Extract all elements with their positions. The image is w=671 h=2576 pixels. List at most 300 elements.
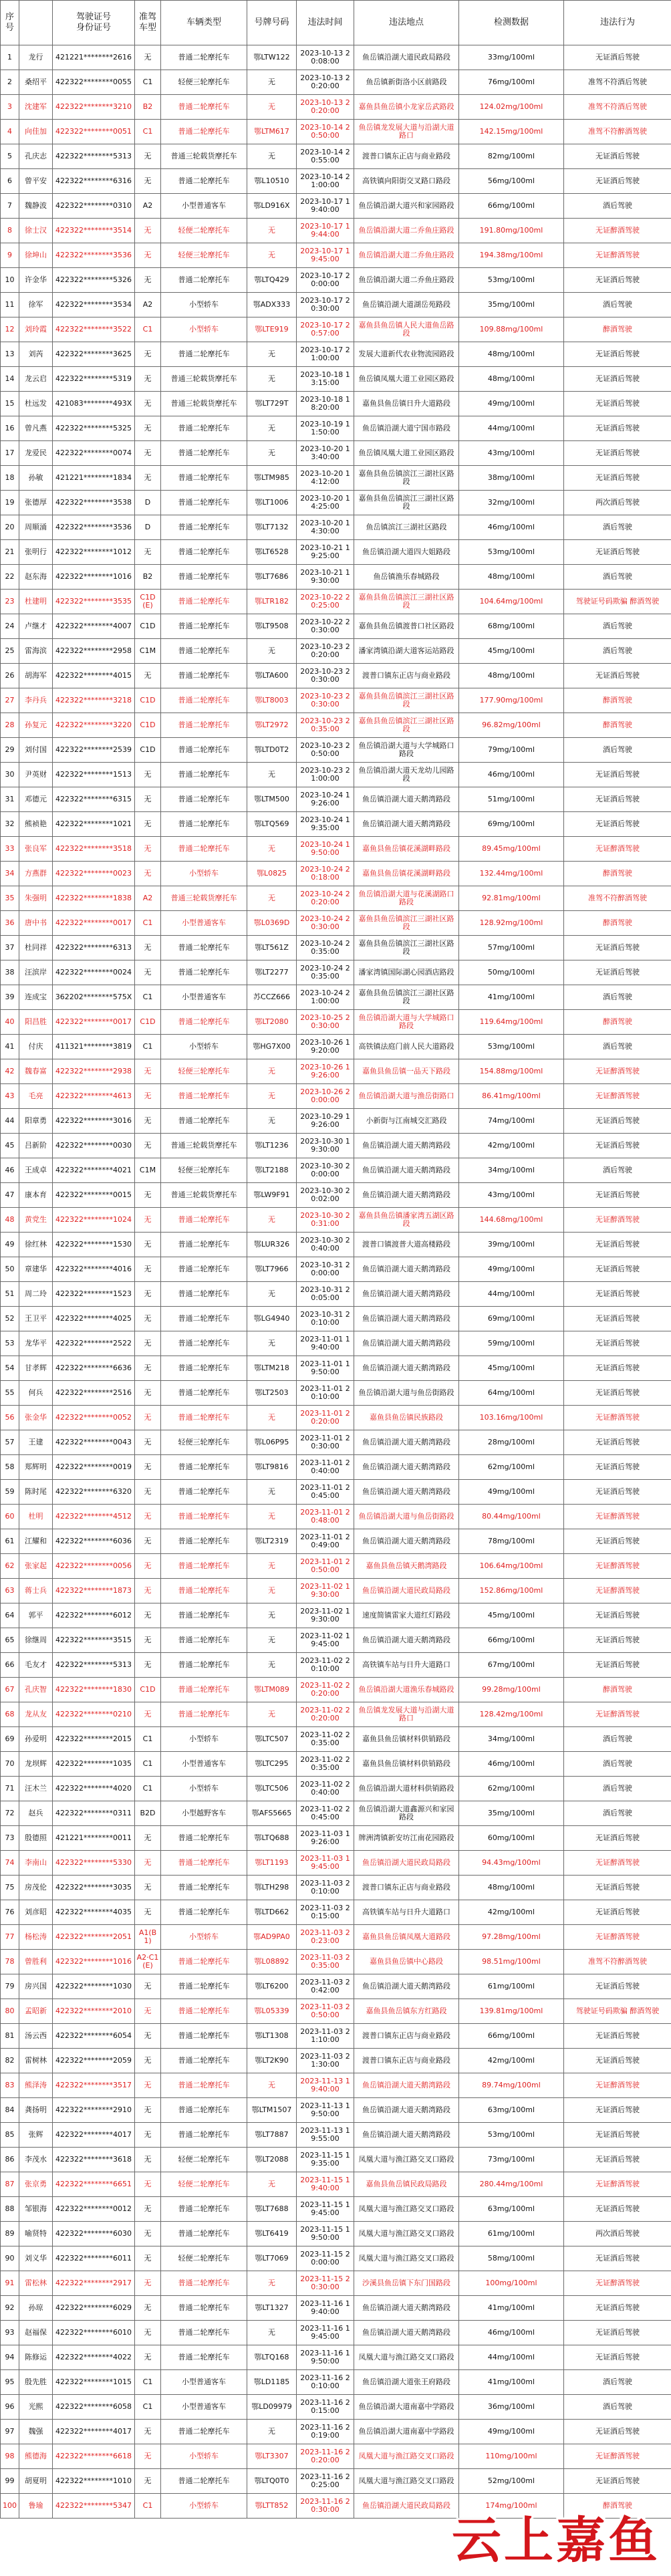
- table-row: [1, 1134, 671, 1158]
- violation-place-cell: 速度简镇雷家大道红灯路段: [354, 1603, 459, 1628]
- license-class-cell: 无: [135, 837, 161, 862]
- test-data-cell: 76mg/100ml: [459, 70, 564, 95]
- table-row: [1, 2469, 671, 2494]
- row-number-cell: 97: [1, 2420, 19, 2444]
- test-data-cell: 49mg/100ml: [459, 392, 564, 416]
- violation-act-cell: 无证酒后驾驶: [564, 367, 671, 392]
- violation-time-cell: 2023-10-26 19:26:00: [297, 1059, 354, 1084]
- license-class-cell: 无: [135, 1208, 161, 1233]
- driver-name-cell: 李丹兵: [19, 688, 53, 713]
- id-number-cell: 422322********1530: [53, 1233, 135, 1257]
- row-number-cell: 95: [1, 2370, 19, 2395]
- row-number-cell: 75: [1, 1876, 19, 1900]
- row-number-cell: 46: [1, 1158, 19, 1183]
- violation-time-cell: 2023-10-13 20:20:00: [297, 70, 354, 95]
- violation-act-cell: 无证酒后驾驶: [564, 392, 671, 416]
- test-data-cell: 69mg/100ml: [459, 1307, 564, 1331]
- driver-name-cell: 汪木兰: [19, 1777, 53, 1801]
- license-class-cell: C1: [135, 1752, 161, 1777]
- violation-place-cell: 鱼岳镇沿湖大道四大姐路段: [354, 540, 459, 565]
- vehicle-type-cell: 普通二轮摩托车: [161, 1282, 247, 1307]
- table-row: [1, 1109, 671, 1134]
- id-number-cell: 422322********0030: [53, 1134, 135, 1158]
- test-data-cell: 57mg/100ml: [459, 936, 564, 960]
- table-row: [1, 243, 671, 268]
- test-data-cell: 46mg/100ml: [459, 1752, 564, 1777]
- table-row: [1, 1925, 671, 1950]
- header-plate: 号牌号码: [247, 1, 297, 45]
- license-class-cell: 无: [135, 1455, 161, 1480]
- license-class-cell: 无: [135, 2073, 161, 2098]
- id-number-cell: 422322********4021: [53, 1158, 135, 1183]
- test-data-cell: 32mg/100ml: [459, 491, 564, 515]
- license-class-cell: 无: [135, 1851, 161, 1876]
- table-body: [1, 45, 671, 2519]
- driver-name-cell: 徐军: [19, 293, 53, 317]
- id-number-cell: 362202********575X: [53, 985, 135, 1010]
- vehicle-type-cell: 普通二轮摩托车: [161, 491, 247, 515]
- vehicle-type-cell: 普通二轮摩托车: [161, 1208, 247, 1233]
- violation-time-cell: 2023-10-21 19:30:00: [297, 565, 354, 590]
- violation-place-cell: 嘉鱼县鱼岳镇材料供销路段: [354, 1752, 459, 1777]
- plate-number-cell: 无: [247, 2420, 297, 2444]
- violation-act-cell: 醉酒驾驶: [564, 713, 671, 738]
- violation-time-cell: 2023-11-02 20:35:00: [297, 1727, 354, 1752]
- license-class-cell: 无: [135, 1876, 161, 1900]
- driver-name-cell: 杜远发: [19, 392, 53, 416]
- row-number-cell: 6: [1, 169, 19, 194]
- violation-time-cell: 2023-10-13 20:20:00: [297, 95, 354, 120]
- row-number-cell: 23: [1, 590, 19, 614]
- license-class-cell: C1: [135, 1777, 161, 1801]
- violation-act-cell: 无证醉酒驾驶: [564, 1925, 671, 1950]
- row-number-cell: 94: [1, 2345, 19, 2370]
- vehicle-type-cell: 普通二轮摩托车: [161, 812, 247, 837]
- violation-place-cell: 高铁镇车站与日升大道路口: [354, 1653, 459, 1678]
- vehicle-type-cell: 普通二轮摩托车: [161, 2469, 247, 2494]
- driver-name-cell: 张德厚: [19, 491, 53, 515]
- vehicle-type-cell: 普通二轮摩托车: [161, 2073, 247, 2098]
- license-class-cell: 无: [135, 219, 161, 243]
- violation-place-cell: 嘉鱼县鱼岳镇潘家湾五湖区路段: [354, 1208, 459, 1233]
- test-data-cell: 92.81mg/100ml: [459, 886, 564, 911]
- violation-act-cell: 醉酒驾驶: [564, 862, 671, 886]
- violation-place-cell: 鱼岳镇沿湖大道兴和家园路段: [354, 194, 459, 219]
- row-number-cell: 60: [1, 1505, 19, 1529]
- violation-act-cell: 无证酒后驾驶: [564, 1307, 671, 1331]
- violation-act-cell: 无证酒后驾驶: [564, 2296, 671, 2321]
- license-class-cell: 无: [135, 1257, 161, 1282]
- id-number-cell: 422322********1030: [53, 1974, 135, 1999]
- license-class-cell: 无: [135, 862, 161, 886]
- violation-time-cell: 2023-10-20 14:30:00: [297, 515, 354, 540]
- id-number-cell: 422322********2522: [53, 1331, 135, 1356]
- test-data-cell: 35mg/100ml: [459, 1801, 564, 1826]
- vehicle-type-cell: 普通二轮摩托车: [161, 1653, 247, 1678]
- violation-time-cell: 2023-11-16 20:20:00: [297, 2444, 354, 2469]
- violation-act-cell: 无证醉酒驾驶: [564, 1084, 671, 1109]
- plate-number-cell: 鄂LTQ569: [247, 812, 297, 837]
- license-class-cell: C1D: [135, 713, 161, 738]
- id-number-cell: 422322********1015: [53, 2370, 135, 2395]
- plate-number-cell: 鄂LT1308: [247, 2024, 297, 2049]
- table-row: [1, 862, 671, 886]
- violation-place-cell: 鱼岳镇沿湖大道天龙幼儿园路段: [354, 763, 459, 787]
- license-class-cell: D: [135, 515, 161, 540]
- table-row: [1, 45, 671, 70]
- violation-time-cell: 2023-11-01 19:50:00: [297, 1356, 354, 1381]
- license-class-cell: 无: [135, 466, 161, 491]
- license-class-cell: 无: [135, 169, 161, 194]
- violation-time-cell: 2023-10-30 20:00:00: [297, 1158, 354, 1183]
- license-class-cell: 无: [135, 1480, 161, 1505]
- driver-name-cell: 龙从友: [19, 1702, 53, 1727]
- plate-number-cell: 无: [247, 441, 297, 466]
- license-class-cell: 无: [135, 416, 161, 441]
- violation-time-cell: 2023-10-20 13:40:00: [297, 441, 354, 466]
- violation-place-cell: 鱼岳镇沿湖大道天鹅湾路段: [354, 1183, 459, 1208]
- vehicle-type-cell: 普通二轮摩托车: [161, 1381, 247, 1406]
- license-class-cell: C1: [135, 120, 161, 144]
- table-header: [1, 1, 671, 45]
- plate-number-cell: 无: [247, 1208, 297, 1233]
- plate-number-cell: 鄂LT8003: [247, 688, 297, 713]
- test-data-cell: 280.44mg/100ml: [459, 2172, 564, 2197]
- driver-name-cell: 孙爱明: [19, 1727, 53, 1752]
- test-data-cell: 104.64mg/100ml: [459, 590, 564, 614]
- driver-name-cell: 刘玲霞: [19, 317, 53, 342]
- violation-act-cell: 无证酒后驾驶: [564, 787, 671, 812]
- table-row: [1, 2197, 671, 2222]
- row-number-cell: 91: [1, 2271, 19, 2296]
- row-number-cell: 43: [1, 1084, 19, 1109]
- license-class-cell: 无: [135, 664, 161, 688]
- violation-act-cell: 驾驶证号码欺骗 醉酒驾驶: [564, 1999, 671, 2024]
- row-number-cell: 64: [1, 1603, 19, 1628]
- violation-act-cell: 无证酒后驾驶: [564, 2246, 671, 2271]
- violation-place-cell: 凤凰大道与渔江路交叉口路段: [354, 2148, 459, 2172]
- table-row: [1, 763, 671, 787]
- violation-act-cell: 准驾不符醉酒驾驶: [564, 1950, 671, 1974]
- violation-place-cell: 渡普口镇渡普大道高楼路段: [354, 1233, 459, 1257]
- vehicle-type-cell: 小型越野客车: [161, 1801, 247, 1826]
- violation-place-cell: 鱼岳镇沿湖大道天鹅湾路段: [354, 2073, 459, 2098]
- driver-name-cell: 赵东海: [19, 565, 53, 590]
- row-number-cell: 88: [1, 2197, 19, 2222]
- driver-name-cell: 周二玲: [19, 1282, 53, 1307]
- row-number-cell: 2: [1, 70, 19, 95]
- violation-place-cell: 凤凰大道与渔江路交叉口路段: [354, 2222, 459, 2246]
- vehicle-type-cell: 普通二轮摩托车: [161, 466, 247, 491]
- row-number-cell: 98: [1, 2444, 19, 2469]
- violation-place-cell: 发展大道新代农业物流园路段: [354, 342, 459, 367]
- license-class-cell: C1D: [135, 738, 161, 763]
- license-class-cell: B2: [135, 95, 161, 120]
- table-row: [1, 2073, 671, 2098]
- violation-place-cell: 鱼岳镇龙发展大道与沿湖大道路口: [354, 120, 459, 144]
- table-row: [1, 1554, 671, 1579]
- vehicle-type-cell: 轻便二轮摩托车: [161, 2246, 247, 2271]
- violation-place-cell: 鱼岳镇沿湖大道天鹅湾路段: [354, 1974, 459, 1999]
- violation-time-cell: 2023-11-16 20:25:00: [297, 2469, 354, 2494]
- row-number-cell: 3: [1, 95, 19, 120]
- plate-number-cell: 鄂LT6200: [247, 1974, 297, 1999]
- plate-number-cell: 鄂LTC295: [247, 1752, 297, 1777]
- violation-place-cell: 鱼岳镇沿湖大道与渔岳街路口: [354, 1084, 459, 1109]
- violation-act-cell: 酒后驾驶: [564, 515, 671, 540]
- id-number-cell: 422322********6651: [53, 2172, 135, 2197]
- header-violation: 违法行为: [564, 1, 671, 45]
- vehicle-type-cell: 普通二轮摩托车: [161, 540, 247, 565]
- license-class-cell: 无: [135, 1134, 161, 1158]
- violation-place-cell: 潘家湾镇沿湖大道客运站路段: [354, 639, 459, 664]
- violation-place-cell: 鱼岳镇沿湖大道天鹅湾路段: [354, 1134, 459, 1158]
- test-data-cell: 45mg/100ml: [459, 639, 564, 664]
- plate-number-cell: 鄂LTE919: [247, 317, 297, 342]
- violation-time-cell: 2023-11-03 20:23:00: [297, 1925, 354, 1950]
- row-number-cell: 11: [1, 293, 19, 317]
- plate-number-cell: 鄂LT1006: [247, 491, 297, 515]
- id-number-cell: 422322********0310: [53, 194, 135, 219]
- plate-number-cell: 无: [247, 243, 297, 268]
- table-row: [1, 2098, 671, 2123]
- violation-place-cell: 牌洲湾镇新安坊江南花园路段: [354, 1826, 459, 1851]
- test-data-cell: 100mg/100ml: [459, 2271, 564, 2296]
- license-class-cell: 无: [135, 2197, 161, 2222]
- table-row: [1, 1430, 671, 1455]
- table-row: [1, 268, 671, 293]
- violation-act-cell: 无证酒后驾驶: [564, 1529, 671, 1554]
- test-data-cell: 139.81mg/100ml: [459, 1999, 564, 2024]
- test-data-cell: 35mg/100ml: [459, 293, 564, 317]
- license-class-cell: D: [135, 491, 161, 515]
- table-row: [1, 144, 671, 169]
- violation-place-cell: 凤凰大道与渔江路交叉口路段: [354, 2197, 459, 2222]
- table-row: [1, 1282, 671, 1307]
- plate-number-cell: 鄂LTM500: [247, 787, 297, 812]
- driver-name-cell: 曾凡燕: [19, 416, 53, 441]
- license-class-cell: A2·C1(E): [135, 1950, 161, 1974]
- id-number-cell: 422322********3625: [53, 342, 135, 367]
- license-class-cell: C1: [135, 1035, 161, 1059]
- license-class-cell: 无: [135, 342, 161, 367]
- violation-place-cell: 嘉鱼县鱼岳镇花溪湖畔路段: [354, 837, 459, 862]
- violation-time-cell: 2023-11-16 20:15:00: [297, 2395, 354, 2420]
- driver-name-cell: 刘芮: [19, 342, 53, 367]
- violation-time-cell: 2023-11-16 19:45:00: [297, 2321, 354, 2345]
- plate-number-cell: 鄂LTD0T2: [247, 738, 297, 763]
- table-row: [1, 1900, 671, 1925]
- id-number-cell: 422322********6320: [53, 1480, 135, 1505]
- plate-number-cell: 鄂LTH298: [247, 1876, 297, 1900]
- row-number-cell: 74: [1, 1851, 19, 1876]
- id-number-cell: 422322********2059: [53, 2049, 135, 2073]
- vehicle-type-cell: 轻便三轮摩托车: [161, 243, 247, 268]
- id-number-cell: 422322********4020: [53, 1777, 135, 1801]
- violation-time-cell: 2023-10-13 20:08:00: [297, 45, 354, 70]
- test-data-cell: 44mg/100ml: [459, 2345, 564, 2370]
- id-number-cell: 422322********0051: [53, 120, 135, 144]
- license-class-cell: 无: [135, 2123, 161, 2148]
- driver-name-cell: 杨松涛: [19, 1925, 53, 1950]
- id-number-cell: 422322********0210: [53, 1702, 135, 1727]
- violation-act-cell: 无证酒后驾驶: [564, 342, 671, 367]
- violation-place-cell: 高铁镇向阳街交叉路口路段: [354, 169, 459, 194]
- test-data-cell: 64mg/100ml: [459, 1381, 564, 1406]
- id-number-cell: 422322********2910: [53, 2098, 135, 2123]
- watermark-logo: 云上嘉鱼: [452, 2512, 660, 2569]
- license-class-cell: C1D: [135, 614, 161, 639]
- driver-name-cell: 龙云启: [19, 367, 53, 392]
- id-number-cell: 421221********1834: [53, 466, 135, 491]
- violation-act-cell: 无证酒后驾驶: [564, 169, 671, 194]
- plate-number-cell: 无: [247, 70, 297, 95]
- vehicle-type-cell: 普通二轮摩托车: [161, 95, 247, 120]
- violation-place-cell: 小新街与江南城交汇路段: [354, 1109, 459, 1134]
- plate-number-cell: 鄂LT9508: [247, 614, 297, 639]
- driver-name-cell: 向佳加: [19, 120, 53, 144]
- vehicle-type-cell: 普通二轮摩托车: [161, 1084, 247, 1109]
- violation-place-cell: 鱼岳镇沿湖大道南嘉中学路段: [354, 2395, 459, 2420]
- test-data-cell: 42mg/100ml: [459, 2049, 564, 2073]
- table-row: [1, 95, 671, 120]
- id-number-cell: 422322********4017: [53, 2123, 135, 2148]
- table-row: [1, 1950, 671, 1974]
- table-row: [1, 1406, 671, 1430]
- driver-name-cell: 王建: [19, 1430, 53, 1455]
- violation-place-cell: 嘉鱼县鱼岳镇东方红路段: [354, 1999, 459, 2024]
- test-data-cell: 49mg/100ml: [459, 1480, 564, 1505]
- vehicle-type-cell: 普通二轮摩托车: [161, 738, 247, 763]
- test-data-cell: 110mg/100ml: [459, 2444, 564, 2469]
- id-number-cell: 422322********1035: [53, 1752, 135, 1777]
- id-number-cell: 422322********6012: [53, 1603, 135, 1628]
- vehicle-type-cell: 普通二轮摩托车: [161, 268, 247, 293]
- driver-name-cell: 熊泽涛: [19, 2073, 53, 2098]
- driver-name-cell: 张辉: [19, 2123, 53, 2148]
- id-number-cell: 422322********5313: [53, 1653, 135, 1678]
- violation-time-cell: 2023-10-30 20:02:00: [297, 1183, 354, 1208]
- row-number-cell: 26: [1, 664, 19, 688]
- violation-place-cell: 嘉鱼县鱼岳镇滨江三湖社区路段: [354, 985, 459, 1010]
- license-class-cell: C1D: [135, 688, 161, 713]
- test-data-cell: 124.02mg/100ml: [459, 95, 564, 120]
- violation-place-cell: 嘉鱼县鱼岳镇小龙家岳武路段: [354, 95, 459, 120]
- vehicle-type-cell: 小型轿车: [161, 862, 247, 886]
- violation-place-cell: 嘉鱼县鱼岳镇天鹅湾路段: [354, 1554, 459, 1579]
- table-row: [1, 688, 671, 713]
- violation-place-cell: 嘉鱼县鱼岳镇滨江三湖社区路段: [354, 713, 459, 738]
- id-number-cell: 422322********1838: [53, 886, 135, 911]
- test-data-cell: 152.86mg/100ml: [459, 1579, 564, 1603]
- plate-number-cell: 鄂LTC506: [247, 1777, 297, 1801]
- violation-act-cell: 酒后驾驶: [564, 738, 671, 763]
- test-data-cell: 42mg/100ml: [459, 1134, 564, 1158]
- violation-act-cell: 无证酒后驾驶: [564, 1430, 671, 1455]
- id-number-cell: 422322********2917: [53, 2271, 135, 2296]
- driver-name-cell: 张京勇: [19, 2172, 53, 2197]
- plate-number-cell: 鄂LT6419: [247, 2222, 297, 2246]
- row-number-cell: 19: [1, 491, 19, 515]
- license-class-cell: 无: [135, 2148, 161, 2172]
- row-number-cell: 30: [1, 763, 19, 787]
- vehicle-type-cell: 普通二轮摩托车: [161, 960, 247, 985]
- table-row: [1, 2049, 671, 2073]
- row-number-cell: 61: [1, 1529, 19, 1554]
- test-data-cell: 86.41mg/100ml: [459, 1084, 564, 1109]
- vehicle-type-cell: 普通二轮摩托车: [161, 441, 247, 466]
- table-row: [1, 1801, 671, 1826]
- driver-name-cell: 许金华: [19, 268, 53, 293]
- row-number-cell: 77: [1, 1925, 19, 1950]
- driver-name-cell: 徐红林: [19, 1233, 53, 1257]
- table-row: [1, 960, 671, 985]
- violation-time-cell: 2023-10-20 14:12:00: [297, 466, 354, 491]
- violation-place-cell: 鱼岳镇沿湖大道鑫源兴和家园路段: [354, 1801, 459, 1826]
- violation-act-cell: 无证酒后驾驶: [564, 1826, 671, 1851]
- plate-number-cell: 鄂LTA600: [247, 664, 297, 688]
- test-data-cell: 99.28mg/100ml: [459, 1678, 564, 1702]
- violation-act-cell: 两次酒后驾驶: [564, 2222, 671, 2246]
- vehicle-type-cell: 普通二轮摩托车: [161, 2271, 247, 2296]
- violation-act-cell: 无证酒后驾驶: [564, 1876, 671, 1900]
- vehicle-type-cell: 普通二轮摩托车: [161, 837, 247, 862]
- violation-place-cell: 沙溪县鱼岳镇下东门国路段: [354, 2271, 459, 2296]
- plate-number-cell: 无: [247, 1653, 297, 1678]
- vehicle-type-cell: 普通二轮摩托车: [161, 342, 247, 367]
- license-class-cell: 无: [135, 2444, 161, 2469]
- test-data-cell: 74mg/100ml: [459, 1109, 564, 1134]
- violation-time-cell: 2023-10-14 21:00:00: [297, 169, 354, 194]
- license-class-cell: C1: [135, 1727, 161, 1752]
- test-data-cell: 51mg/100ml: [459, 787, 564, 812]
- vehicle-type-cell: 小型普通客车: [161, 911, 247, 936]
- table-row: [1, 1603, 671, 1628]
- table-row: [1, 713, 671, 738]
- table-row: [1, 1727, 671, 1752]
- row-number-cell: 85: [1, 2123, 19, 2148]
- table-row: [1, 1974, 671, 1999]
- violation-time-cell: 2023-11-01 20:20:00: [297, 1406, 354, 1430]
- plate-number-cell: 鄂LT561Z: [247, 936, 297, 960]
- plate-number-cell: 鄂LTM089: [247, 1678, 297, 1702]
- table-row: [1, 1084, 671, 1109]
- driver-name-cell: 刘彦昭: [19, 1900, 53, 1925]
- violation-place-cell: 嘉鱼县鱼岳镇凤凰大道路段: [354, 1925, 459, 1950]
- row-number-cell: 18: [1, 466, 19, 491]
- test-data-cell: 53mg/100ml: [459, 268, 564, 293]
- violation-place-cell: 高铁镇法庭门前人民大道路段: [354, 1035, 459, 1059]
- violation-time-cell: 2023-11-03 19:45:00: [297, 1851, 354, 1876]
- id-number-cell: 422322********2516: [53, 1381, 135, 1406]
- driver-name-cell: 赵兵: [19, 1801, 53, 1826]
- driver-name-cell: 沈建军: [19, 95, 53, 120]
- id-number-cell: 422322********4025: [53, 1307, 135, 1331]
- violation-act-cell: 酒后驾驶: [564, 1777, 671, 1801]
- violation-act-cell: 无证酒后驾驶: [564, 2148, 671, 2172]
- violation-act-cell: 无证酒后驾驶: [564, 1653, 671, 1678]
- violation-act-cell: 酒后驾驶: [564, 1752, 671, 1777]
- license-class-cell: B2: [135, 565, 161, 590]
- test-data-cell: 69mg/100ml: [459, 812, 564, 837]
- row-number-cell: 96: [1, 2395, 19, 2420]
- plate-number-cell: 鄂LTT852: [247, 2494, 297, 2519]
- violation-place-cell: 嘉鱼县鱼岳镇花溪湖畔路段: [354, 862, 459, 886]
- test-data-cell: 79mg/100ml: [459, 738, 564, 763]
- table-row: [1, 1257, 671, 1282]
- test-data-cell: 41mg/100ml: [459, 985, 564, 1010]
- violation-place-cell: 鱼岳镇沿湖大道与鱼岳街路段: [354, 1505, 459, 1529]
